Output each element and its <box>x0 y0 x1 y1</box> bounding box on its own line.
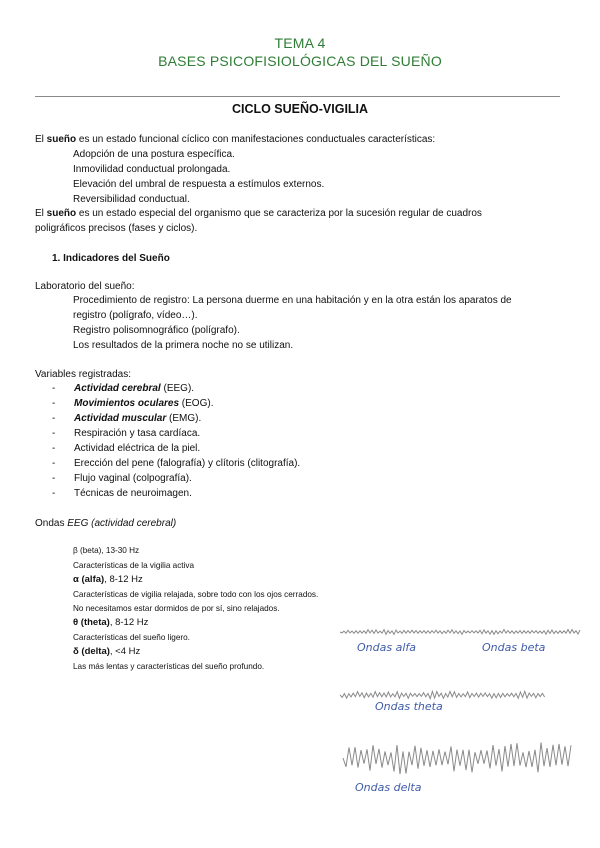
delta-wave-trace <box>343 743 571 775</box>
theta-heading: θ (theta), 8-12 Hz <box>73 617 149 628</box>
variable-item: - Técnicas de neuroimagen. <box>52 488 192 499</box>
variables-label: Variables registradas: <box>35 369 131 380</box>
beta-description: Características de la vigilia activa <box>73 561 195 570</box>
intro-item: Adopción de una postura específica. <box>73 149 235 160</box>
divider <box>35 96 560 97</box>
definition-term: sueño <box>46 208 77 219</box>
variable-item: - Movimientos oculares (EOG). <box>52 398 214 409</box>
eeg-label: Ondas EEG (actividad cerebral) <box>35 518 177 529</box>
lab-item: Los resultados de la primera noche no se utilizan. <box>73 340 294 351</box>
variable-item: - Actividad muscular (EMG). <box>52 413 202 424</box>
variable-item: - Actividad cerebral (EEG). <box>52 383 195 394</box>
variable-item: - Respiración y tasa cardíaca. <box>52 428 201 439</box>
lab-item: Registro polisomnográfico (polígrafo). <box>73 325 240 336</box>
alpha-description: Características de vigilia relajada, sobre todo con los ojos cerrados. <box>73 590 319 599</box>
alpha-wave-trace <box>340 630 580 635</box>
theta-wave-trace <box>340 691 545 698</box>
intro-item: Elevación del umbral de respuesta a estímulos externos. <box>73 179 325 190</box>
definition-line: El sueño es un estado especial del organismo que se caracteriza por la sucesión regular de cuadros <box>35 208 482 219</box>
document-topic: TEMA 4 <box>274 35 326 51</box>
variable-item: - Flujo vaginal (colpografía). <box>52 473 192 484</box>
definition-line: poligráficos precisos (fases y ciclos). <box>35 223 198 234</box>
beta-wave-label: Ondas beta <box>482 641 546 654</box>
theta-description: Características del sueño ligero. <box>73 633 190 642</box>
lab-item: registro (polígrafo, vídeo…). <box>73 310 198 321</box>
alpha-heading: α (alfa), 8-12 Hz <box>73 574 143 585</box>
alpha-wave-label: Ondas alfa <box>357 641 416 654</box>
variable-item: - Actividad eléctrica de la piel. <box>52 443 201 454</box>
lab-item: Procedimiento de registro: La persona duerme en una habitación y en la otra están los aparatos de <box>73 295 512 306</box>
variable-item: - Erección del pene (falografía) y clítoris (clitografía). <box>52 458 301 469</box>
intro-term: sueño <box>46 134 77 145</box>
delta-description: Las más lentas y características del sueño profundo. <box>73 662 265 671</box>
document-title: BASES PSICOFISIOLÓGICAS DEL SUEÑO <box>158 53 442 69</box>
section-title: CICLO SUEÑO-VIGILIA <box>231 102 369 116</box>
intro-item: Inmovilidad conductual prolongada. <box>73 164 231 175</box>
alpha-description: No necesitamos estar dormidos de por sí, sino relajados. <box>73 604 280 613</box>
lab-label: Laboratorio del sueño: <box>35 281 135 292</box>
intro-line: El sueño es un estado funcional cíclico con manifestaciones conductuales características: <box>35 134 436 145</box>
theta-wave-label: Ondas theta <box>375 700 443 713</box>
delta-heading: δ (delta), <4 Hz <box>73 646 141 657</box>
section-heading: 1. Indicadores del Sueño <box>52 253 170 264</box>
delta-wave-label: Ondas delta <box>355 781 422 794</box>
intro-item: Reversibilidad conductual. <box>73 194 190 205</box>
beta-heading: β (beta), 13-30 Hz <box>73 546 140 555</box>
